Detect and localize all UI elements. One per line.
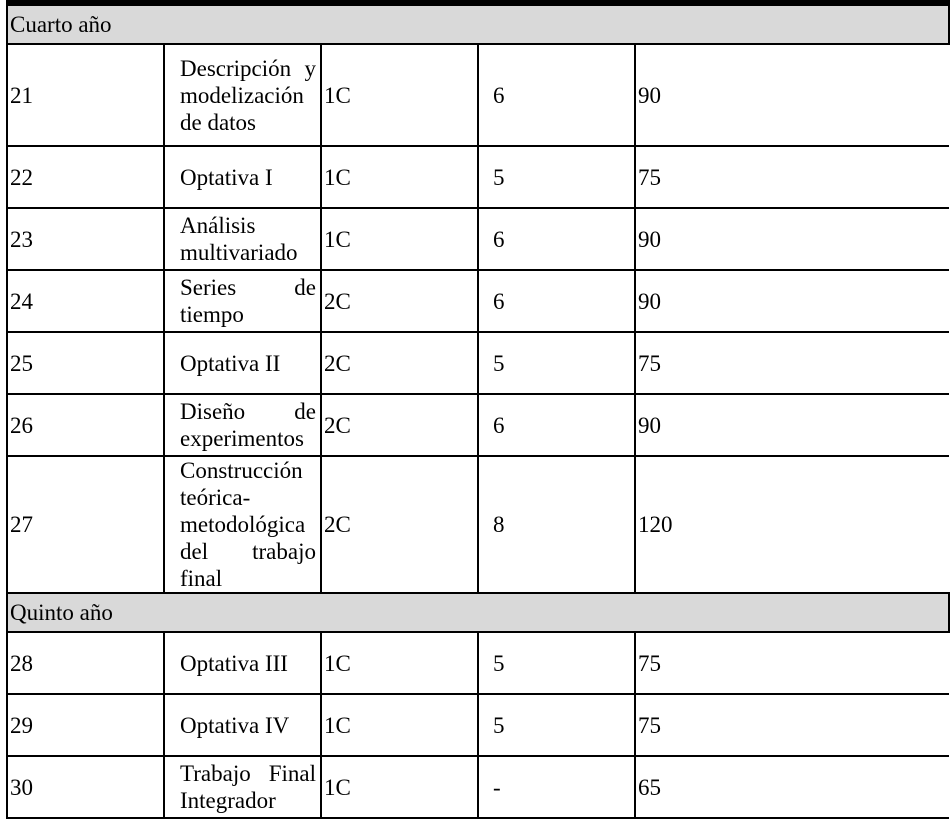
course-semester: 1C <box>321 632 478 694</box>
course-semester: 1C <box>321 208 478 270</box>
course-semester: 2C <box>321 456 478 593</box>
course-number: 28 <box>7 632 164 694</box>
table-row <box>7 270 949 332</box>
course-hours: 75 <box>635 632 949 694</box>
course-name <box>164 270 321 332</box>
curriculum-table-body <box>7 5 949 818</box>
table-row <box>7 208 949 270</box>
course-name-text: Optativa II <box>180 350 281 376</box>
document-page <box>6 0 950 824</box>
course-number: 26 <box>7 394 164 456</box>
course-semester: 1C <box>321 694 478 756</box>
table-row <box>7 394 949 456</box>
section-title: Quinto año <box>7 593 949 632</box>
course-number: 23 <box>7 208 164 270</box>
course-hours: 90 <box>635 394 949 456</box>
course-name <box>164 756 321 818</box>
course-name <box>164 208 321 270</box>
course-number: 21 <box>7 44 164 146</box>
section-header-row <box>7 593 949 632</box>
course-number: 25 <box>7 332 164 394</box>
course-name-text: Trabajo Final Integrador <box>180 761 316 813</box>
table-row <box>7 756 949 818</box>
course-credits: 8 <box>478 456 635 593</box>
table-row <box>7 146 949 208</box>
course-name-text: Construcción teórica-metodológica del trabajo final <box>180 458 316 591</box>
course-hours: 65 <box>635 756 949 818</box>
course-name-text: Series de tiempo <box>180 275 316 327</box>
course-hours: 120 <box>635 456 949 593</box>
course-credits: - <box>478 756 635 818</box>
course-name-text: Descripción y modelización de datos <box>180 55 316 135</box>
section-title: Cuarto año <box>7 5 949 44</box>
course-number: 24 <box>7 270 164 332</box>
course-hours: 75 <box>635 146 949 208</box>
course-credits: 5 <box>478 632 635 694</box>
course-semester: 2C <box>321 332 478 394</box>
course-number: 30 <box>7 756 164 818</box>
course-credits: 6 <box>478 394 635 456</box>
course-hours: 75 <box>635 332 949 394</box>
course-number: 27 <box>7 456 164 593</box>
course-semester: 1C <box>321 146 478 208</box>
course-name-text: Optativa I <box>180 164 273 190</box>
course-semester: 2C <box>321 270 478 332</box>
table-row <box>7 632 949 694</box>
course-semester: 1C <box>321 756 478 818</box>
course-name-text: Optativa IV <box>180 712 290 738</box>
course-name <box>164 146 321 208</box>
course-semester: 1C <box>321 44 478 146</box>
course-credits: 5 <box>478 694 635 756</box>
course-name <box>164 44 321 146</box>
course-credits: 6 <box>478 44 635 146</box>
course-name-text: Diseño de experimentos <box>180 399 316 451</box>
course-name <box>164 394 321 456</box>
course-name <box>164 456 321 593</box>
course-credits: 5 <box>478 332 635 394</box>
course-hours: 90 <box>635 44 949 146</box>
course-semester: 2C <box>321 394 478 456</box>
course-name <box>164 332 321 394</box>
table-row <box>7 694 949 756</box>
course-credits: 6 <box>478 208 635 270</box>
curriculum-table <box>6 4 950 819</box>
course-name <box>164 632 321 694</box>
course-credits: 5 <box>478 146 635 208</box>
table-row <box>7 456 949 593</box>
course-number: 29 <box>7 694 164 756</box>
course-hours: 90 <box>635 270 949 332</box>
course-name <box>164 694 321 756</box>
table-row <box>7 44 949 146</box>
table-row <box>7 332 949 394</box>
course-hours: 90 <box>635 208 949 270</box>
course-name-text: Optativa III <box>180 650 288 676</box>
section-header-row <box>7 5 949 44</box>
course-number: 22 <box>7 146 164 208</box>
course-hours: 75 <box>635 694 949 756</box>
course-credits: 6 <box>478 270 635 332</box>
course-name-text: Análisis multivariado <box>180 213 298 265</box>
